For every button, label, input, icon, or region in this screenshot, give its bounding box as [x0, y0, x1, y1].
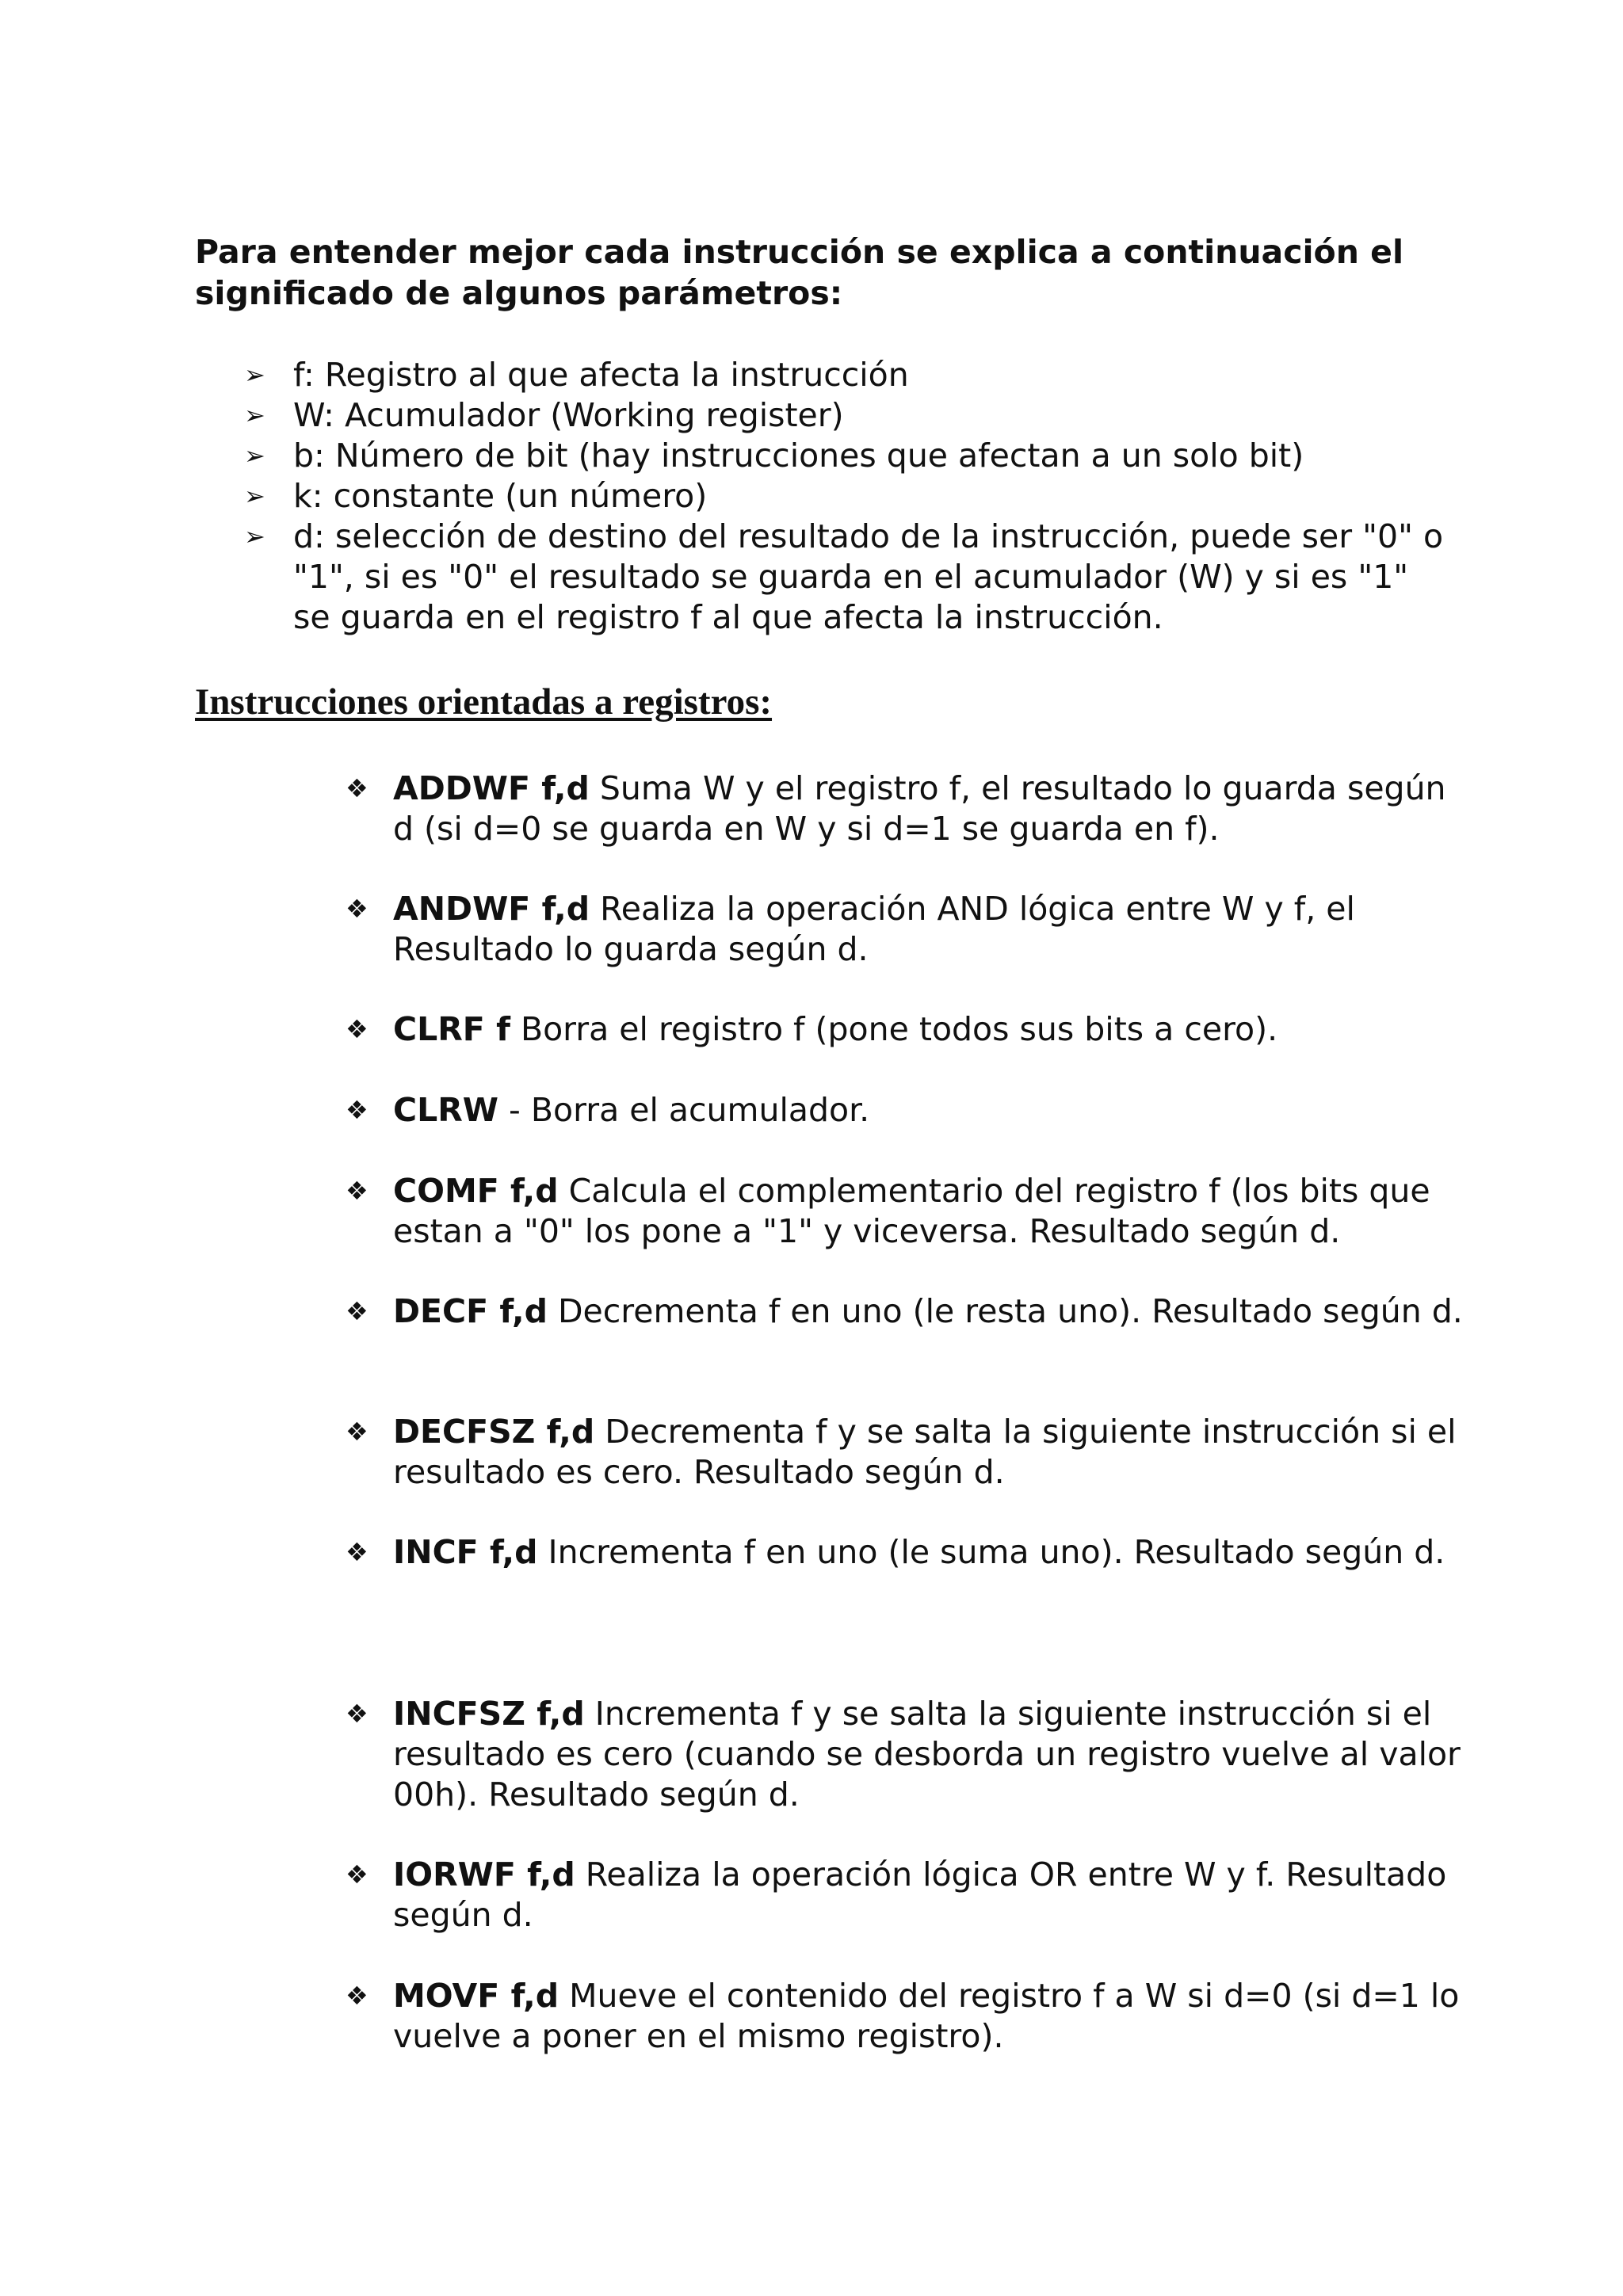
instruction-description: Suma W y el registro f, el resultado lo guarda según d (si d=0 se guarda en W y si d=1 se guarda en f). [393, 769, 1446, 848]
instruction-description: Incrementa f en uno (le suma uno). Resultado según d. [537, 1533, 1445, 1571]
instruction-name: COMF f,d [393, 1172, 559, 1210]
diamond-bullet-icon: ❖ [346, 1699, 369, 1729]
arrow-bullet-icon: ➢ [244, 521, 265, 551]
instruction-name: ANDWF f,d [393, 890, 590, 928]
diamond-bullet-icon: ❖ [346, 1981, 369, 2011]
instruction-name: MOVF f,d [393, 1977, 559, 2015]
instruction-name: IORWF f,d [393, 1855, 575, 1894]
arrow-bullet-icon: ➢ [244, 481, 265, 511]
instruction-item [346, 1171, 1471, 1252]
parameter-item [244, 476, 1449, 517]
instruction-description: Decrementa f en uno (le resta uno). Resultado según d. [547, 1292, 1463, 1330]
diamond-bullet-icon: ❖ [346, 773, 369, 803]
intro-paragraph: Para entender mejor cada instrucción se explica a continuación el significado de algunos parámetros: [195, 233, 1404, 312]
arrow-bullet-icon: ➢ [244, 400, 265, 430]
instruction-description: Mueve el contenido del registro f a W si d=0 (si d=1 lo vuelve a poner en el mismo registro). [393, 1977, 1460, 2055]
instruction-item [346, 1412, 1471, 1493]
instruction-name: DECFSZ f,d [393, 1413, 595, 1451]
diamond-bullet-icon: ❖ [346, 1095, 369, 1125]
diamond-bullet-icon: ❖ [346, 894, 369, 924]
instruction-description: Realiza la operación AND lógica entre W y f, el Resultado lo guarda según d. [393, 890, 1355, 968]
instruction-description: Borra el registro f (pone todos sus bits a cero). [510, 1010, 1278, 1048]
parameter-item [244, 355, 1449, 395]
instruction-item [346, 1976, 1471, 2057]
instruction-item [346, 889, 1471, 970]
parameter-list [244, 355, 1449, 638]
diamond-bullet-icon: ❖ [346, 1176, 369, 1206]
instruction-name: ADDWF f,d [393, 769, 590, 807]
parameter-text: W: Acumulador (Working register) [293, 396, 844, 434]
diamond-bullet-icon: ❖ [346, 1014, 369, 1044]
parameter-text: k: constante (un número) [293, 477, 708, 515]
parameter-item [244, 436, 1449, 476]
instruction-item [346, 1694, 1471, 1815]
instruction-item [346, 1009, 1471, 1050]
instruction-name: CLRF f [393, 1010, 510, 1048]
instruction-name: INCF f,d [393, 1533, 538, 1571]
diamond-bullet-icon: ❖ [346, 1296, 369, 1326]
parameter-item [244, 395, 1449, 436]
parameter-text: f: Registro al que afecta la instrucción [293, 356, 909, 394]
section-title: Instrucciones orientadas a registros: [195, 681, 773, 723]
instruction-item [346, 1291, 1471, 1332]
arrow-bullet-icon: ➢ [244, 360, 265, 390]
parameter-text: d: selección de destino del resultado de la instrucción, puede ser "0" o "1", si es "0" el resultado se guarda en el acumulador (W) y si es "1" se guarda en el registro f al que afecta la instrucción. [293, 517, 1444, 636]
parameter-text: b: Número de bit (hay instrucciones que afectan a un solo bit) [293, 437, 1304, 475]
diamond-bullet-icon: ❖ [346, 1417, 369, 1447]
instruction-item [346, 1532, 1471, 1573]
instruction-description: Calcula el complementario del registro f (los bits que estan a "0" los pone a "1" y viceversa. Resultado según d. [393, 1172, 1430, 1250]
instruction-item [346, 1090, 1471, 1131]
arrow-bullet-icon: ➢ [244, 441, 265, 471]
diamond-bullet-icon: ❖ [346, 1859, 369, 1890]
instruction-item [346, 769, 1471, 849]
instruction-description: - Borra el acumulador. [498, 1091, 870, 1129]
diamond-bullet-icon: ❖ [346, 1537, 369, 1567]
instruction-item [346, 1855, 1471, 1936]
instruction-description: Decrementa f y se salta la siguiente instrucción si el resultado es cero. Resultado según d. [393, 1413, 1457, 1491]
instruction-name: INCFSZ f,d [393, 1695, 585, 1733]
instruction-name: DECF f,d [393, 1292, 548, 1330]
instruction-name: CLRW [393, 1091, 499, 1129]
instruction-description: Incrementa f y se salta la siguiente instrucción si el resultado es cero (cuando se desborda un registro vuelve al valor 00h). Resultado según d. [393, 1695, 1461, 1814]
parameter-item [244, 517, 1449, 638]
instruction-description: Realiza la operación lógica OR entre W y f. Resultado según d. [393, 1855, 1447, 1934]
